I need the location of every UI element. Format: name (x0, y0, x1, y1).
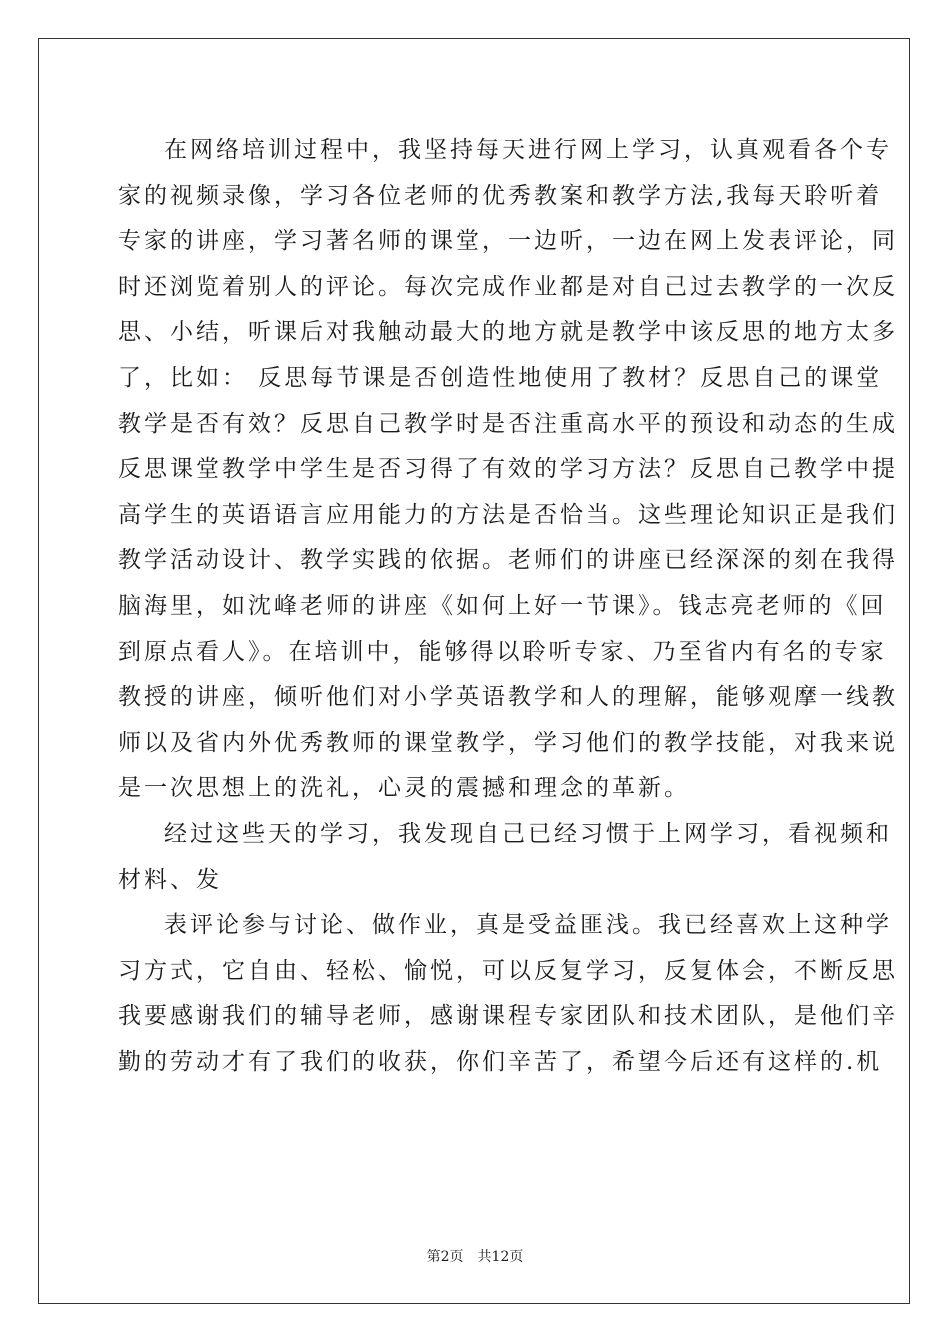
text-line: 教授的讲座，倾听他们对小学英语教学和人的理解，能够观摩一线教 (118, 684, 898, 711)
text-line: 是一次思想上的洗礼，心灵的震撼和理念的革新。 (118, 775, 690, 802)
text-line: 了，比如： 反思每节课是否创造性地使用了教材？反思自己的课堂 (118, 364, 883, 391)
text-line: 师以及省内外优秀教师的课堂教学，学习他们的教学技能，对我来说 (118, 729, 898, 756)
text-line: 反思课堂教学中学生是否习得了有效的学习方法？反思自己教学中提 (118, 456, 898, 483)
paragraph-3 (118, 903, 898, 1085)
text-line: 家的视频录像，学习各位老师的优秀教案和教学方法,我每天聆听着 (118, 182, 883, 209)
page-footer (0, 1246, 950, 1266)
text-line: 教学活动设计、教学实践的依据。老师们的讲座已经深深的刻在我得 (118, 547, 898, 574)
text-line: 在网络培训过程中，我坚持每天进行网上学习，认真观看各个专 (164, 137, 892, 163)
page-number: 第2页 (426, 1249, 464, 1265)
document-body (118, 128, 898, 1085)
text-line: 时还浏览着别人的评论。每次完成作业都是对自己过去教学的一次反 (118, 273, 898, 300)
text-line: 习方式，它自由、轻松、愉悦，可以反复学习，反复体会，不断反思 (118, 957, 898, 984)
text-line: 脑海里，如沈峰老师的讲座《如何上好一节课》。钱志亮老师的《回 (118, 592, 887, 619)
text-line: 到原点看人》。在培训中，能够得以聆听专家、乃至省内有名的专家 (118, 638, 887, 665)
paragraph-2 (118, 812, 892, 903)
text-line: 教学是否有效？反思自己教学时是否注重高水平的预设和动态的生成 (118, 410, 898, 437)
text-line: 思、小结，听课后对我触动最大的地方就是教学中该反思的地方太多 (118, 319, 898, 346)
text-line: 高学生的英语语言应用能力的方法是否恰当。这些理论知识正是我们 (118, 501, 898, 528)
text-line: 经过这些天的学习，我发现自己已经习惯于上网学习，看视频和 (164, 820, 892, 847)
text-line: 材料、发 (118, 866, 222, 893)
text-line: 勤的劳动才有了我们的收获，你们辛苦了，希望今后还有这样的.机 (118, 1048, 883, 1075)
text-line: 我要感谢我们的辅导老师，感谢课程专家团队和技术团队，是他们辛 (118, 1003, 898, 1030)
text-line: 专家的讲座，学习著名师的课堂，一边听，一边在网上发表评论，同 (118, 228, 898, 255)
text-line: 表评论参与讨论、做作业，真是受益匪浅。我已经喜欢上这种学 (164, 912, 892, 939)
page-total: 共12页 (477, 1249, 524, 1265)
paragraph-1 (118, 128, 898, 812)
